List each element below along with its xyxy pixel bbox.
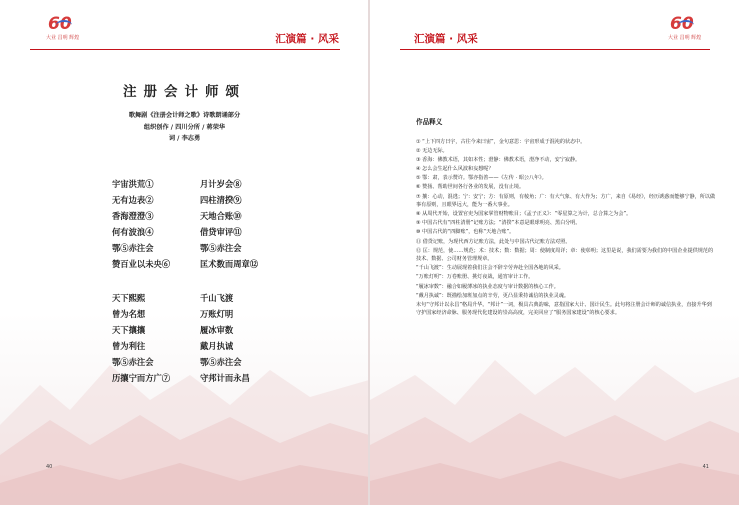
poem-line: 四柱清揆⑨ <box>200 195 242 205</box>
poem-title: 注册会计师颂 <box>123 84 246 100</box>
note-item: “万账灯明”：万卷账册、挑灯夜战，通宵审计工作。 <box>416 274 534 281</box>
notes-list <box>416 138 716 318</box>
header-rule-left <box>30 49 340 50</box>
poem-line: 宇宙洪荒① <box>112 179 154 189</box>
logo-caption: 大业 昌明 辉煌 <box>668 35 702 41</box>
right-page <box>370 0 739 505</box>
credit-line: 歌舞剧《注册会计师之歌》诗歌朗诵部分 <box>128 112 241 119</box>
note-item: ③ 香海：佛教术语，其如本性；澄静：佛教术语，澄净不动，安宁寂静。 <box>416 157 581 164</box>
poem-line: 赞百业以未央⑥ <box>112 259 171 269</box>
note-item: ⑫ 匡：规范，使……规范；术：技术；数：数据；周：使制度周详；章：使彰明；这里是说，我们需要为我们的中国企业提供规范的技术、数据、公司财务管理规章。 <box>416 247 714 263</box>
stanza-gap <box>200 272 258 290</box>
poem-line: 月计岁会⑧ <box>200 179 242 189</box>
page-number-right: 41 <box>702 464 709 470</box>
note-item: ② 无边无际。 <box>416 148 448 155</box>
note-item: “履冰审数”：融合如履薄冰的执业态度与审计数据的核心工作。 <box>416 283 559 290</box>
poem-line: 借贷审评⑪ <box>200 227 242 237</box>
note-item: ⑩ 中国古代的“四脚账”，也称“天地合账”。 <box>416 229 515 236</box>
credit-line: 组织创作 / 四川分所 / 蒋荣华 <box>143 123 226 131</box>
mountain-illustration <box>370 305 739 505</box>
note-item: ⑤ 鄂：肃，表示赞许。鄂亦指善——《左传 · 昭公八年》。 <box>416 175 547 182</box>
anniversary-logo <box>46 14 80 42</box>
stanza-gap <box>112 272 170 290</box>
poem-credits <box>0 110 369 145</box>
logo-swoosh-icon <box>678 20 694 30</box>
poem-line: 鄂⑤赤注会 <box>112 243 154 253</box>
poem-line: 匡术数而周章⑫ <box>200 259 259 269</box>
note-item: ⑦ 攘：心动，混逃；宁：安宁；方：有原则，有棱角；广：有大气象、有大作为；方广，来自《易经》，经历诱惑而能够宁静，所以做事有原则，且眼界远大，能为一番大事业。 <box>416 193 716 209</box>
note-item: “千山飞渡”：生动展现着我们注会不辞辛劳奔赴全国各地的风采。 <box>416 265 564 272</box>
poem-line: 历攘宁而方广⑦ <box>112 373 171 383</box>
note-item: ⑨ 中国古代有“四柱清册”记账方法；“清揆”本意是眼球明亮、黑白分明。 <box>416 220 581 227</box>
poem-line: 鄂⑤赤注会 <box>112 357 154 367</box>
poem-line: 万账灯明 <box>200 309 234 319</box>
poem-line: 戴月执诚 <box>200 341 234 351</box>
poem-column-1 <box>112 176 170 386</box>
page-number-left: 40 <box>46 464 53 470</box>
poem-line: 守邦计而永昌 <box>200 373 250 383</box>
poem-line: 天下熙熙 <box>112 293 146 303</box>
note-item: “戴月执诚”：既描绘加班加点的辛劳，更凸显秉持诚信的执业灵魂。 <box>416 292 569 299</box>
poem-line: 鄂⑤赤注会 <box>200 243 242 253</box>
poem-column-2 <box>200 176 258 386</box>
poem-line: 曾为名想 <box>112 309 146 319</box>
note-item: ⑥ 赞扬、帮助世间各行各业的发展，没有止境。 <box>416 184 525 191</box>
section-header-right: 汇演篇 · 风采 <box>414 33 478 45</box>
note-item: ① “上下四方曰宇，古往今来曰宙”，金句意思：宇宙形成于混沌的状态中。 <box>416 139 586 145</box>
left-page <box>0 0 369 505</box>
mountain-illustration <box>0 305 369 505</box>
poem-line: 无有边表② <box>112 195 154 205</box>
logo-swoosh-icon <box>56 20 72 30</box>
note-item: ⑪ 借贷记账，为现代西方记账方法，此处与中国古代记账方法对照。 <box>416 238 571 245</box>
poem-line: 鄂⑤赤注会 <box>200 357 242 367</box>
notes-heading: 作品释义 <box>416 118 443 126</box>
anniversary-logo <box>668 14 702 42</box>
note-item: ④ 怎么会生起什么风波和妄想呢？ <box>416 166 494 173</box>
poem-line: 天地合账⑩ <box>200 211 242 221</box>
poem-line: 何有波浪④ <box>112 227 154 237</box>
poem-line: 履冰审数 <box>200 325 234 335</box>
poem-line: 千山飞渡 <box>200 293 234 303</box>
credit-line: 词 / 李志勇 <box>168 135 201 142</box>
section-header-left: 汇演篇 · 风采 <box>275 33 339 45</box>
logo-numeral: 60 <box>48 14 72 34</box>
note-item: 末句“守邦计以永昌”格局升华。“邦计”一词，极具古典韵味，意指国家大计、国计民生。此句将注册会计师的诚信执业，直接升华到守护国家经济命脉、服务现代化建设的崇高高度，完美回应了“服务国家建设”的核心要求。 <box>416 301 712 317</box>
logo-caption: 大业 昌明 辉煌 <box>46 35 80 41</box>
logo-numeral: 60 <box>670 14 694 34</box>
poem-line: 天下攘攘 <box>112 325 146 335</box>
poem-line: 曾为利往 <box>112 341 146 351</box>
note-item: ⑧ 从周代开始，设置官吏为国家掌管财物账目；《孟子正义》：“零星算之为计，总合算之为会”。 <box>416 211 632 218</box>
header-rule-right <box>400 49 710 50</box>
poem-line: 香海澄澄③ <box>112 211 154 221</box>
